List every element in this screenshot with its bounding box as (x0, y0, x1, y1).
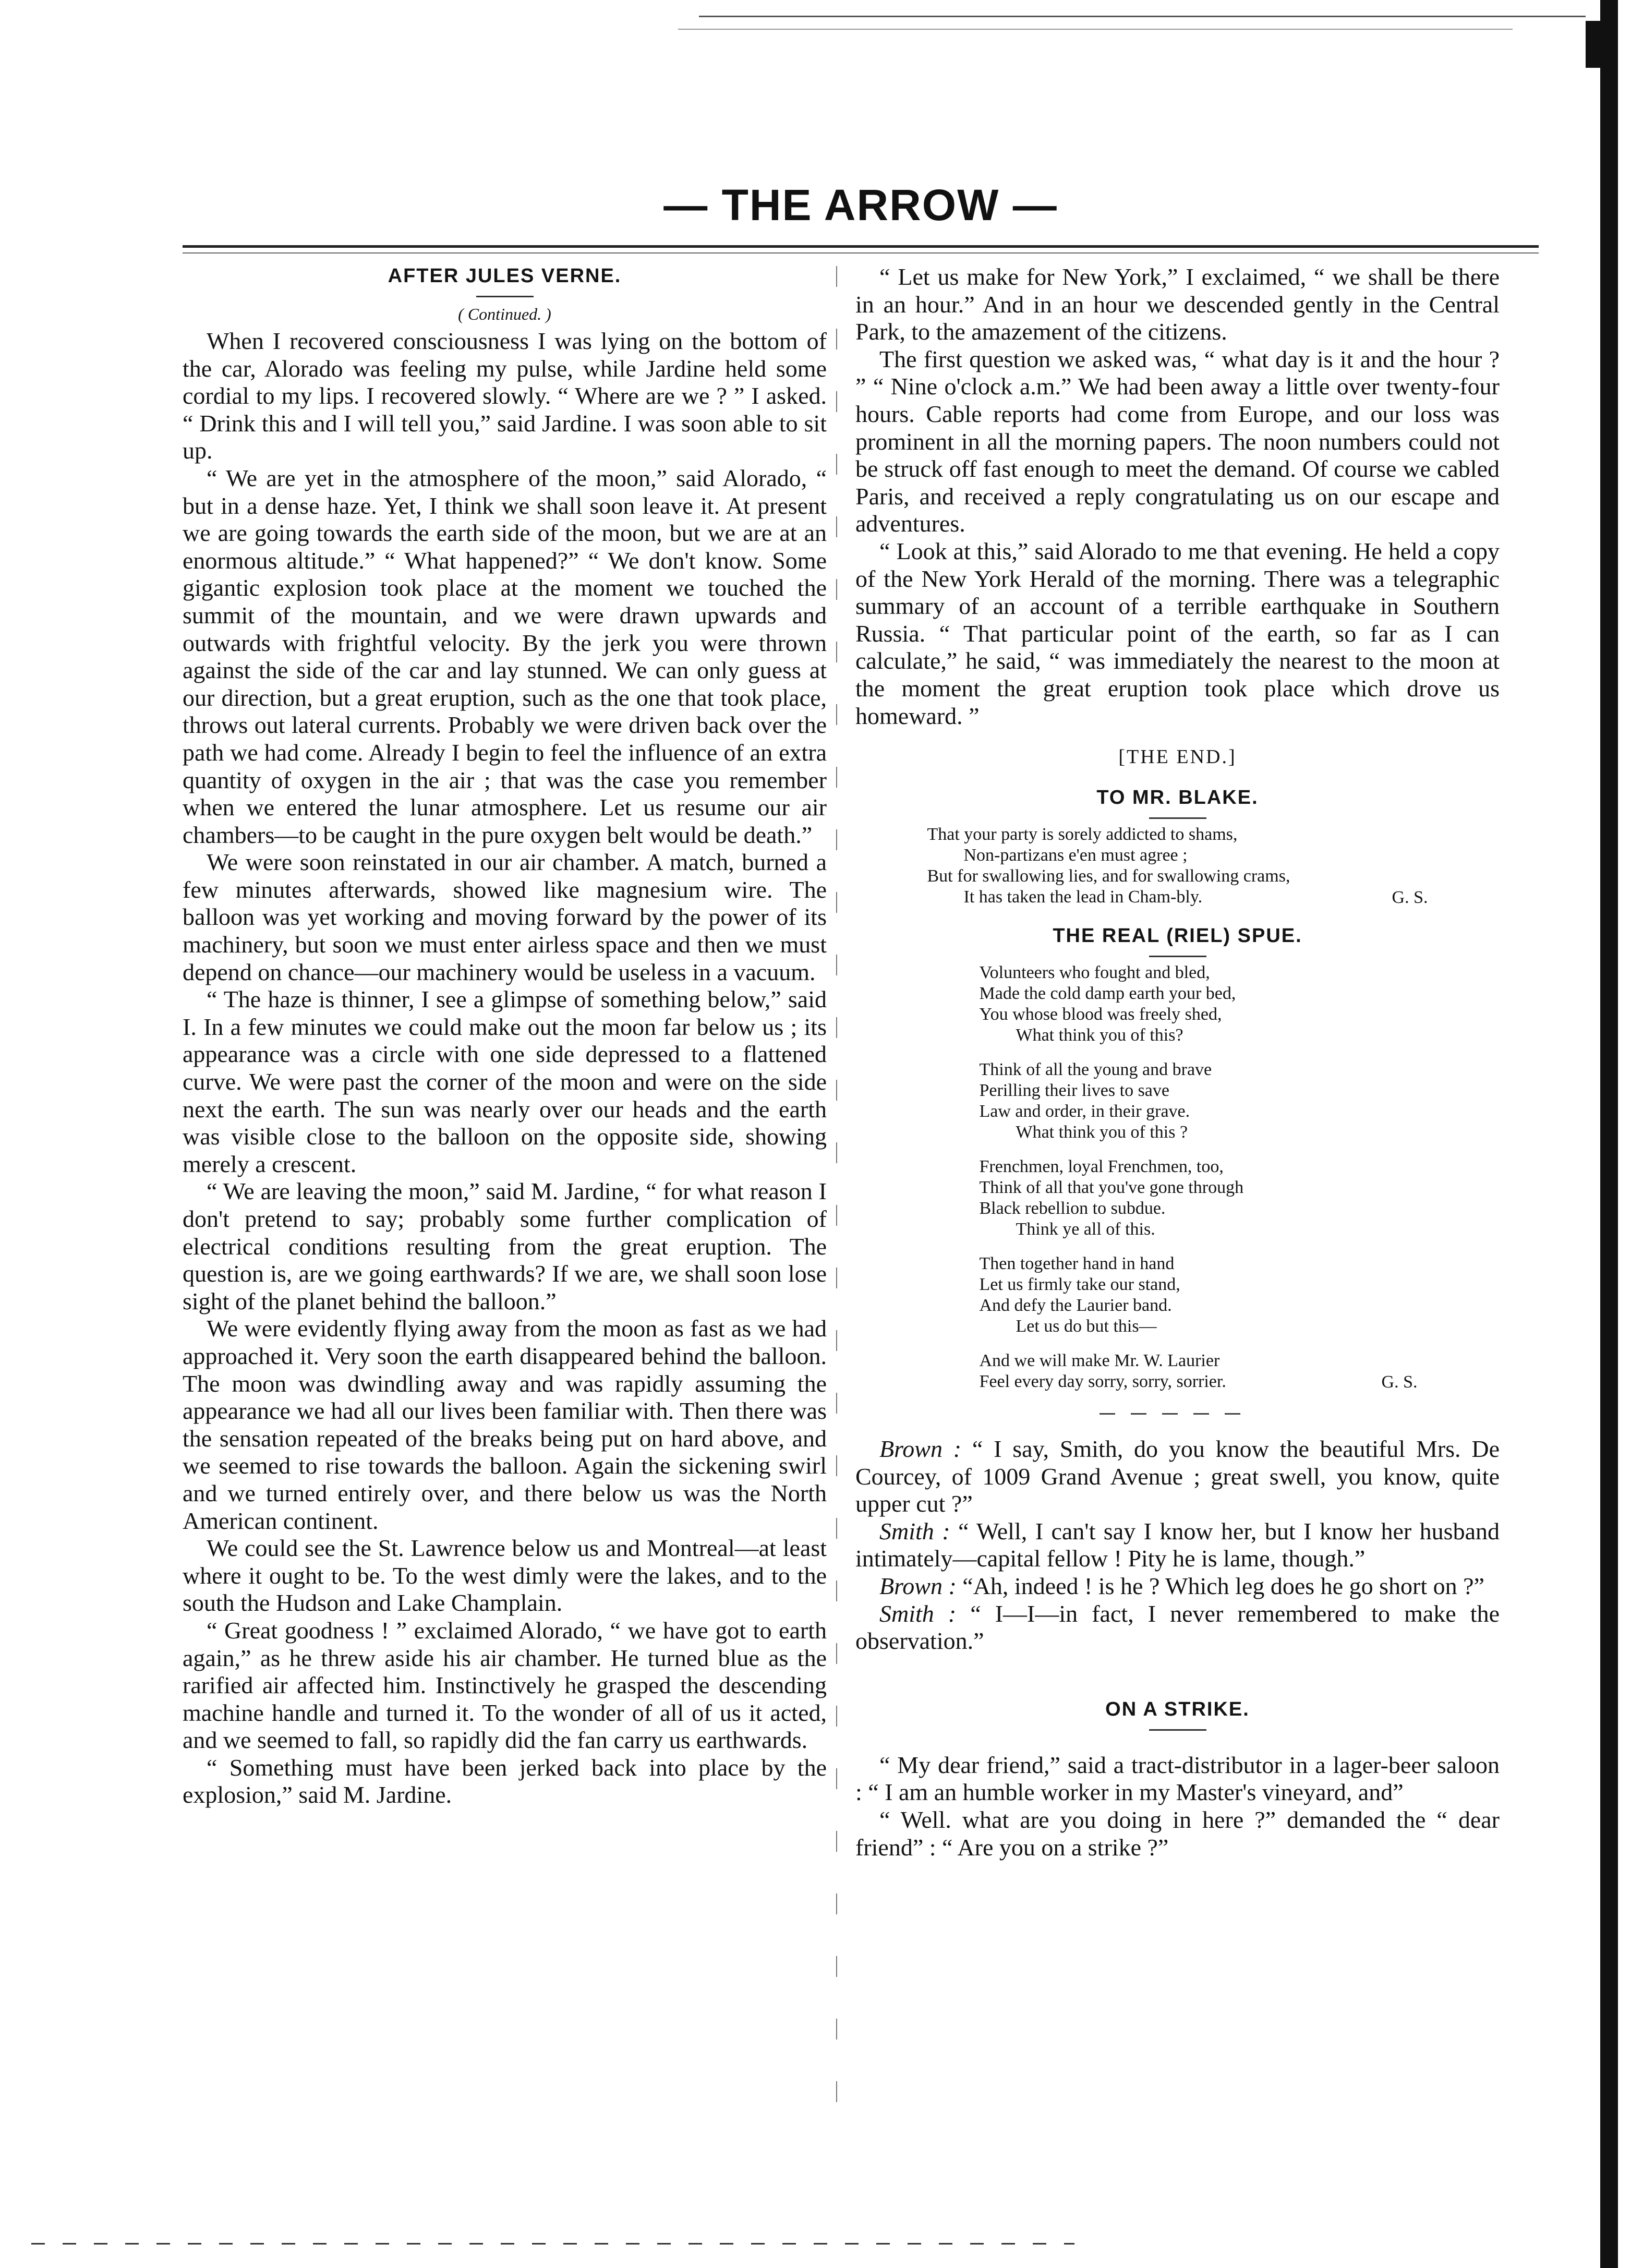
poem-stanza (980, 1350, 1418, 1392)
speaker: Smith : (879, 1517, 950, 1545)
poem-line: Frenchmen, loyal Frenchmen, too, (979, 1157, 1224, 1177)
poem-line: Volunteers who fought and bled, (979, 963, 1210, 983)
left-column (183, 263, 827, 1809)
top-rule (699, 16, 1586, 17)
poem-blake (927, 824, 1428, 908)
poem-signature: G. S. (1392, 888, 1428, 908)
poem-line: That your party is sorely addicted to shams, (927, 825, 1238, 845)
dialogue-line (855, 1435, 1500, 1518)
poem-line: Let us do but this— (1016, 1317, 1157, 1336)
poem-line: What think you of this? (1016, 1026, 1183, 1045)
masthead-rule (183, 245, 1539, 248)
paragraph: “ Well. what are you doing in here ?” demanded the “ dear friend” : “ Are you on a strike ?” (855, 1806, 1500, 1861)
paragraph: “ We are yet in the atmosphere of the moon,” said Alorado, “ but in a dense haze. Yet, I think we shall soon leave it. At present we are going towards the earth side of the moon, but we are at an enormous altitude.” “ What happened?” “ We don't know. Some gigantic explosion took place at the moment we touched the summit of the mountain, and we were drawn upwards and outwards with frightful velocity. By the jerk you were thrown against the side of the car and lay stunned. We can only guess at our direction, but a great eruption, such as the one that took place, throws out lateral currents. Probably we were driven back over the path we had come. Already I begin to feel the influence of an extra quantity of oxygen in the air ; that was the case you remember when we entered the lunar atmosphere. Let us resume our air chambers—to be caught in the pure oxygen belt would be death.” (183, 464, 827, 848)
paragraph: “ Something must have been jerked back into place by the explosion,” said M. Jardine. (183, 1754, 827, 1808)
poem-line: Think ye all of this. (1016, 1220, 1155, 1239)
title-rule (1149, 817, 1206, 819)
poem-signature: G. S. (1381, 1372, 1418, 1392)
poem-line: And we will make Mr. W. Laurier (979, 1351, 1220, 1371)
dialogue-line (855, 1573, 1500, 1600)
story-subtitle: ( Continued. ) (458, 305, 551, 323)
poem-line: What think you of this ? (1016, 1123, 1188, 1142)
poem-line: Non-partizans e'en must agree ; (963, 846, 1188, 865)
paragraph: “ The haze is thinner, I see a glimpse of something below,” said I. In a few minutes we could make out the moon far below us ; its appearance was a circle with one side depressed to a flattened curve. We were past the corner of the moon and were on the side next the earth. The sun was nearly over our heads and the earth was visible close to the balloon on the opposite side, showing merely a crescent. (183, 986, 827, 1177)
paragraph: “ Let us make for New York,” I exclaimed, “ we shall be there in an hour.” And in an hour we descended gently in the Central Park, to the amazement of the citizens. (855, 263, 1500, 345)
poem-line: Then together hand in hand (979, 1254, 1175, 1274)
poem-line: But for swallowing lies, and for swallowing crams, (927, 866, 1290, 886)
dialogue-text: “ I say, Smith, do you know the beautiful Mrs. De Courcey, of 1009 Grand Avenue ; great swell, you know, quite upper cut ?” (855, 1435, 1500, 1517)
story-title: AFTER JULES VERNE. (388, 265, 622, 287)
title-rule (1149, 1729, 1206, 1731)
paragraph: We were soon reinstated in our air chamber. A match, burned a few minutes afterwards, showed like magnesium wire. The balloon was yet working and moving forward by the power of its machinery, but soon we must enter airless space and then we must depend on chance—our machinery would be useless in a vacuum. (183, 849, 827, 985)
poem-riel (938, 962, 1418, 1392)
paragraph: We could see the St. Lawrence below us and Montreal—at least where it ought to be. To the west dimly were the lakes, and to the south the Hudson and Lake Champlain. (183, 1535, 827, 1616)
poem-line: Black rebellion to subdue. (979, 1199, 1166, 1219)
paragraph: The first question we asked was, “ what day is it and the hour ? ” “ Nine o'clock a.m.” We had been away a little over twenty-four hours. Cable reports had come from Europe, and our loss was prominent in all the morning papers. The noon numbers could not be struck off fast enough to meet the demand. Of course we cabled Paris, and received a reply congratulating us on our escape and adventures. (855, 345, 1500, 537)
paragraph: We were evidently flying away from the moon as fast as we had approached it. Very soon the earth disappeared behind the balloon. The moon was dwindling away and was rapidly assuming the appearance we had all our lives been familiar with. Then there was the sensation repeated of the breaks being put on hard above, and we seemed to rise towards the balloon. Again the sickening swirl and we turned entirely over, and there below us was the North American continent. (183, 1315, 827, 1534)
poem-stanza (980, 1253, 1418, 1337)
title-rule (476, 296, 534, 297)
poem-line: Perilling their lives to save (979, 1081, 1169, 1101)
poem-line: You whose blood was freely shed, (979, 1005, 1222, 1024)
dialogue-text: “Ah, indeed ! is he ? Which leg does he go short on ?” (962, 1573, 1484, 1600)
section-title-strike: ON A STRIKE. (1105, 1698, 1250, 1720)
paragraph: “ Look at this,” said Alorado to me that evening. He held a copy of the New York Herald of the morning. There was a telegraphic summary of an account of a terrible earthquake in Southern Russia. “ That particular point of the earth, so far as I can calculate,” he said, “ was immediately the nearest to the moon at the moment the great eruption took place which drove us homeward. ” (855, 537, 1500, 729)
speaker: Smith : (879, 1600, 957, 1627)
paragraph: When I recovered consciousness I was lying on the bottom of the car, Alorado was feeling my pulse, while Jardine held some cordial to my lips. I recovered slowly. “ Where are we ? ” I asked. “ Drink this and I will tell you,” said Jardine. I was soon able to sit up. (183, 328, 827, 464)
poem-stanza (980, 1059, 1418, 1143)
paragraph: “ We are leaving the moon,” said M. Jardine, “ for what reason I don't pretend to say; probably some further complication of electrical conditions resulting from the great eruption. The question is, are we going earthwards? If we are, we shall soon lose sight of the planet behind the balloon.” (183, 1178, 827, 1314)
binding-edge-notch (1586, 21, 1606, 68)
poem-line: Law and order, in their grave. (979, 1102, 1190, 1121)
binding-edge (1600, 0, 1618, 2268)
dialogue-text: “ Well, I can't say I know her, but I know her husband intimately—capital fellow ! Pity he is lame, though.” (855, 1517, 1500, 1572)
speaker: Brown : (879, 1435, 962, 1463)
masthead-rule-thin (183, 252, 1539, 254)
poem-line: It has taken the lead in Cham-bly. (963, 887, 1203, 907)
poem-line: Feel every day sorry, sorry, sorrier. (979, 1372, 1226, 1392)
bottom-rule (31, 2243, 1074, 2245)
poem-line: Think of all the young and brave (979, 1060, 1212, 1080)
poem-line: Made the cold damp earth your bed, (979, 984, 1236, 1004)
masthead: — THE ARROW — (663, 180, 1058, 230)
dialogue-text: “ I—I—in fact, I never remembered to make the observation.” (855, 1600, 1500, 1655)
paragraph: “ My dear friend,” said a tract-distributor in a lager-beer saloon : “ I am an humble worker in my Master's vineyard, and” (855, 1751, 1500, 1806)
top-rule-secondary (678, 29, 1513, 30)
paragraph: “ Great goodness ! ” exclaimed Alorado, “ we have got to earth again,” as he threw aside his air chamber. He turned blue as the rarified air affected him. Instinctively he grasped the descending machine handle and turned it. To the wonder of all of us it acted, and we seemed to fall, so rapidly did the fan carry us earthwards. (183, 1616, 827, 1754)
poem-line: Let us firmly take our stand, (979, 1275, 1180, 1295)
dialogue-line (855, 1600, 1500, 1655)
poem-title-riel: THE REAL (RIEL) SPUE. (1053, 925, 1302, 947)
title-rule (1149, 956, 1206, 957)
section-divider (1100, 1413, 1256, 1415)
poem-line: Think of all that you've gone through (979, 1178, 1244, 1198)
end-mark: [THE END.] (1118, 746, 1237, 768)
poem-stanza (980, 1156, 1418, 1240)
dialogue-line (855, 1518, 1500, 1573)
right-column (855, 263, 1500, 1861)
column-divider (836, 266, 837, 2139)
poem-line: And defy the Laurier band. (979, 1296, 1172, 1316)
poem-stanza (980, 962, 1418, 1046)
poem-title-blake: TO MR. BLAKE. (1096, 787, 1259, 809)
speaker: Brown : (879, 1573, 957, 1600)
